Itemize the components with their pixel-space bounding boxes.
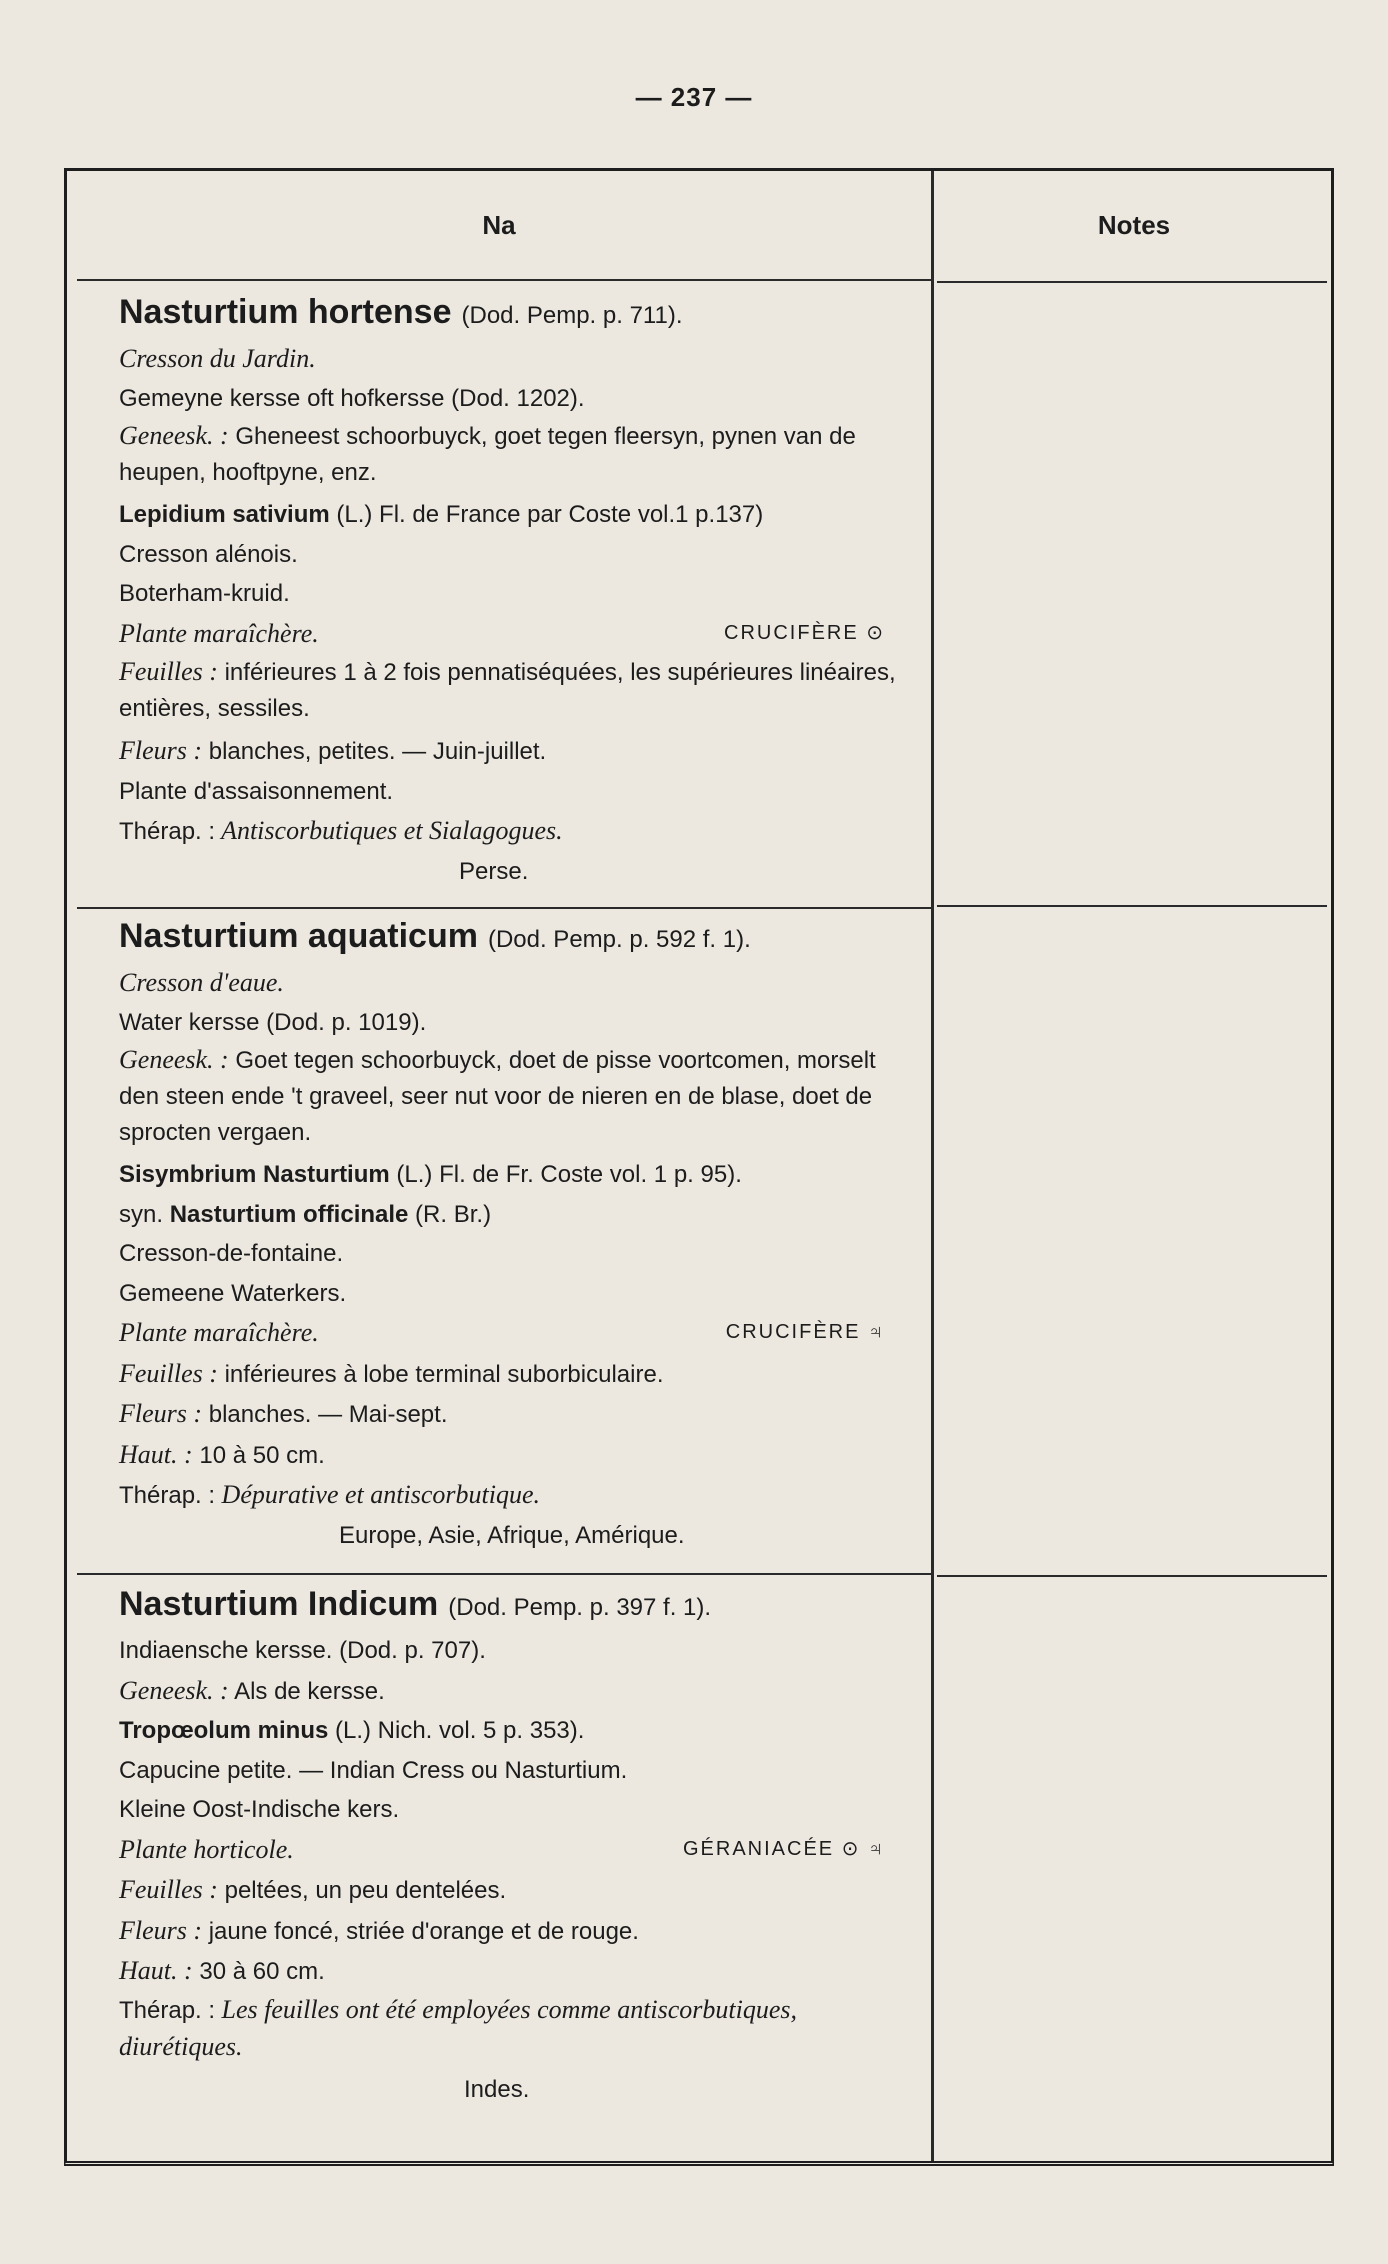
geneesk-note: Geneesk. : Gheneest schoorbuyck, goet tegen fleersyn, pynen van de heupen, hooftpyne, enz.: [119, 421, 856, 486]
species-name: Tropœolum minus (L.) Nich. vol. 5 p. 353).: [119, 1717, 585, 1744]
entry-nasturtium-indicum: [119, 1581, 915, 2109]
french-name: Cresson du Jardin.: [119, 344, 316, 373]
leaves-description: Feuilles : inférieures 1 à 2 fois pennatiséquées, les supérieures linéaires, entières, sessiles.: [119, 657, 896, 722]
leaves-description: Feuilles : peltées, un peu dentelées.: [119, 1875, 507, 1904]
therapeutic-use: Thérap. : Les feuilles ont été employées comme antiscorbutiques, diurétiques.: [119, 1994, 798, 2061]
geneesk-note: Geneesk. : Goet tegen schoorbuyck, doet de pisse voortcomen, morselt den steen ende 't graveel, seer nut voor de nieren en de blase, doet de sprocten vergaen.: [119, 1045, 876, 1146]
column-header-na: Na: [482, 210, 516, 240]
plant-family: CRUCIFÈRE ⊙: [724, 621, 885, 644]
common-name-nl: Boterham-kruid.: [119, 580, 290, 607]
common-name-fr: Cresson-de-fontaine.: [119, 1240, 344, 1267]
common-name-fr: Capucine petite. — Indian Cress ou Nasturtium.: [119, 1756, 628, 1784]
synonym: syn. Nasturtium officinale (R. Br.): [119, 1200, 492, 1228]
geneesk-note: Geneesk. : Als de kersse.: [119, 1675, 385, 1705]
species-name: Lepidium sativium (L.) Fl. de France par Coste vol.1 p.137): [119, 501, 764, 528]
entry-title: Nasturtium hortense (Dod. Pemp. p. 711).: [119, 293, 683, 331]
origin: Perse.: [459, 857, 529, 885]
flowers-description: Fleurs : blanches, petites. — Juin-juillet.: [119, 736, 547, 765]
plant-type-row: Plante maraîchère. CRUCIFÈRE ⊙: [119, 614, 915, 655]
common-name-nl: Kleine Oost-Indische kers.: [119, 1796, 400, 1823]
plant-type-row: Plante maraîchère. CRUCIFÈRE ♃: [119, 1313, 915, 1354]
french-name: Cresson d'eaue.: [119, 968, 284, 997]
page-number: — 237 —: [635, 82, 753, 112]
plant-family: CRUCIFÈRE ♃: [725, 1321, 885, 1343]
entry-nasturtium-hortense: [119, 289, 915, 891]
therapeutic-use: Thérap. : Dépurative et antiscorbutique.: [119, 1480, 540, 1509]
entry-nasturtium-aquaticum: [119, 913, 915, 1555]
dutch-name: Water kersse (Dod. p. 1019).: [119, 1008, 427, 1036]
column-divider: [931, 171, 934, 2161]
extra-note: Plante d'assaisonnement.: [119, 777, 394, 805]
height: Haut. : 30 à 60 cm.: [119, 1956, 325, 1985]
header-rule-left: [77, 279, 931, 281]
entry-separator-right: [937, 1575, 1327, 1577]
leaves-description: Feuilles : inférieures à lobe terminal suborbiculaire.: [119, 1358, 664, 1388]
herbal-table: [64, 168, 1334, 2166]
dutch-name: Indiaensche kersse. (Dod. p. 707).: [119, 1637, 486, 1664]
dutch-name: Gemeyne kersse oft hofkersse (Dod. 1202).: [119, 384, 585, 412]
entry-separator-left: [77, 907, 931, 909]
species-name: Sisymbrium Nasturtium (L.) Fl. de Fr. Coste vol. 1 p. 95).: [119, 1161, 742, 1188]
header-rule-right: [937, 281, 1327, 283]
common-name-nl: Gemeene Waterkers.: [119, 1279, 347, 1307]
entry-title: Nasturtium Indicum (Dod. Pemp. p. 397 f. 1).: [119, 1585, 712, 1623]
common-name-fr: Cresson alénois.: [119, 540, 298, 568]
entry-separator-right: [937, 905, 1327, 907]
flowers-description: Fleurs : blanches. — Mai-sept.: [119, 1399, 448, 1428]
origin: Indes.: [464, 2075, 530, 2103]
column-header-notes: Notes: [1097, 210, 1171, 240]
flowers-description: Fleurs : jaune foncé, striée d'orange et de rouge.: [119, 1915, 639, 1945]
origin: Europe, Asie, Afrique, Amérique.: [339, 1521, 685, 1549]
plant-type-row: Plante horticole. GÉRANIACÉE ⊙ ♃: [119, 1830, 915, 1871]
entry-separator-left: [77, 1573, 931, 1575]
plant-family: GÉRANIACÉE ⊙ ♃: [682, 1837, 885, 1860]
height: Haut. : 10 à 50 cm.: [119, 1439, 325, 1469]
entry-title: Nasturtium aquaticum (Dod. Pemp. p. 592 f. 1).: [119, 917, 751, 955]
therapeutic-use: Thérap. : Antiscorbutiques et Sialagogues.: [119, 816, 563, 845]
